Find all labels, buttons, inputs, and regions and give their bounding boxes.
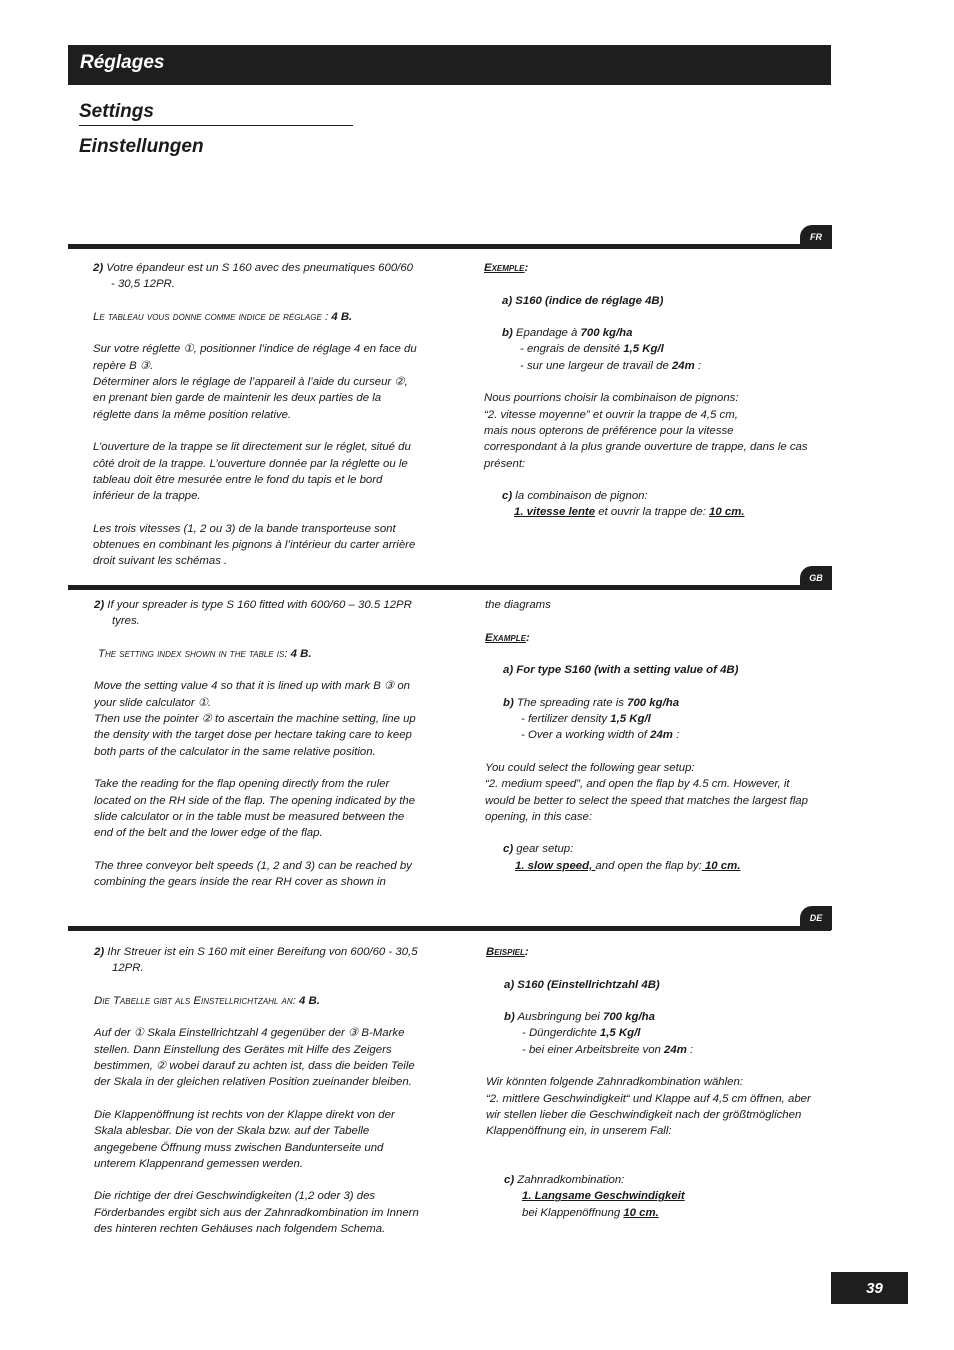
de-left-column: 2) Ihr Streuer ist ein S 160 mit einer Bereifung von 600/60 - 30,5 12PR. Die Tabelle gibt als Einstellrichtzahl an: 4 B. Auf der ① Skala Einstellrichtzahl 4 gegenüber der ③ B-Marke stellen. Dann Einstellung des Gerätes mit Hilfe des Zeigers bestimmen, ② wobei darauf zu achten ist, dass die beiden Teile der Skala in der gleichen relativen Position zueinander bleiben. Die Klappenöffnung ist rechts von der Klappe direkt von der Skala ablesbar. Die von der Skala bzw. auf der Tabelle angegebene Öffnung muss zwischen Bandunterseite und unterem Klappenrand gemessen werden. Die richtige der drei Geschwindigkeiten (1,2 oder 3) des Förderbandes ergibt sich aus der Zahnradkombination im Innern des hinteren rechten Gehäuses nach folgendem Schema. [94,946,419,1236]
page-number: 39 [831,1272,908,1304]
language-tab-gb: GB [800,566,832,590]
gb-left-column: 2) If your spreader is type S 160 fitted with 600/60 – 30.5 12PR tyres. The setting index shown in the table is: 4 B. Move the setting value 4 so that it is lined up with mark B ③ on your slide calculator ①. Then use the pointer ② to ascertain the machine setting, line up the density with the target dose per hectare taking care to keep both parts of the calculator in the same relative position. Take the reading for the flap opening directly from the ruler located on the RH side of the flap. The opening indicated by the slide calculator or in the table must be measured between the end of the belt and the lower edge of the flap. The three conveyor belt speeds (1, 2 and 3) can be reached by combining the gears inside the rear RH cover as shown in [94,599,416,889]
de-right-column: Beispiel: a) S160 (Einstellrichtzahl 4B) b) Ausbringung bei 700 kg/ha - Düngerdichte 1,5 Kg/l - bei einer Arbeitsbreite von 24m : Wir könnten folgende Zahnradkombination wählen: “2. mittlere Geschwindigkeit“ und Klappe auf 4,5 cm öffnen, aber wir stellen lieber die Geschwindigkeit nach der größtmöglichen Klappenöffnung ein, in unserem Fall: c) Zahnradkombination: 1. Langsame Geschwindigkeit bei Klappenöffnung 10 cm. [486,946,811,1219]
section-rule-gb [68,585,831,590]
fr-left-column: 2) Votre épandeur est un S 160 avec des pneumatiques 600/60 - 30,5 12PR. Le tableau vous donne comme indice de réglage : 4 B. Sur votre réglette ①, positionner l’indice de réglage 4 en face du repère B ③. Déterminer alors le réglage de l’appareil à l’aide du curseur ②, en prenant bien garde de maintenir les deux parties de la réglette dans la même position relative. L’ouverture de la trappe se lit directement sur le réglet, situé du côté droit de la trappe. L’ouverture donnée par la réglette ou le tableau doit être mesurée entre le fond du tapis et le bord inférieur de la trappe. Les trois vitesses (1, 2 ou 3) de la bande transporteuse sont obtenues en combinant les pignons à l’intérieur du carter arrière droit suivant les schémas . [93,262,417,568]
subtitle-german: Einstellungen [79,136,204,157]
section-rule-fr [68,244,831,249]
page-title: Réglages [80,52,165,73]
section-rule-de [68,926,831,931]
language-tab-de: DE [800,906,832,930]
subtitle-english: Settings [79,101,154,122]
language-tab-fr: FR [800,225,832,249]
subtitle-underline [79,125,353,126]
gb-right-column: the diagrams Example: a) For type S160 (with a setting value of 4B) b) The spreading rate is 700 kg/ha - fertilizer density 1,5 Kg/l - Over a working width of 24m : You could select the following gear setup: “2. medium speed”, and open the flap by 4.5 cm. However, it would be better to select the speed that matches the largest flap opening, in this case: c) gear setup: 1. slow speed, and open the flap by: 10 cm. [485,599,808,872]
header-bar [68,45,831,85]
fr-right-column: Exemple: a) S160 (indice de réglage 4B) b) Epandage à 700 kg/ha - engrais de densité 1,5 Kg/l - sur une largeur de travail de 24m : Nous pourrions choisir la combinaison de pignons: “2. vitesse moyenne” et ouvrir la trappe de 4,5 cm, mais nous opterons de préférence pour la vitesse correspondant à la plus grande ouverture de trappe, dans le cas présent: c) la combinaison de pignon: 1. vitesse lente et ouvrir la trappe de: 10 cm. [484,262,808,519]
